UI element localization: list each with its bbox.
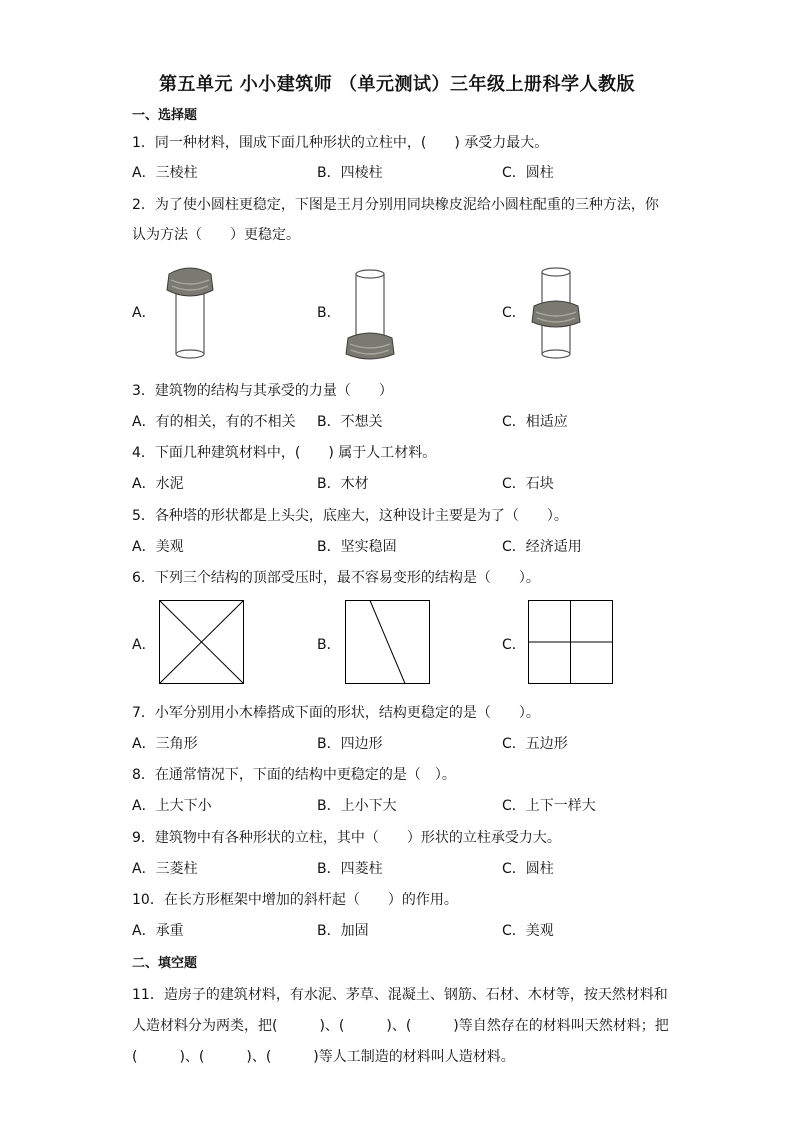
- question-10-option-c[interactable]: C．美观: [502, 923, 554, 939]
- question-7-option-c[interactable]: C．五边形: [502, 736, 568, 752]
- question-10-option-a[interactable]: A．承重: [132, 923, 184, 939]
- question-11-stem-line1: 11．造房子的建筑材料，有水泥、茅草、混凝土、钢筋、石材、木材等，按天然材料和: [132, 987, 668, 1003]
- question-5-option-b[interactable]: B．坚实稳固: [317, 539, 397, 555]
- question-8-option-b[interactable]: B．上小下大: [317, 798, 397, 814]
- question-7-option-b[interactable]: B．四边形: [317, 736, 383, 752]
- question-1-option-b[interactable]: B．四棱柱: [317, 165, 383, 181]
- cylinder-figure-c: [526, 262, 586, 362]
- question-6-figure-label-c[interactable]: C．: [502, 637, 526, 653]
- question-8-option-c[interactable]: C．上下一样大: [502, 798, 596, 814]
- question-5-stem: 5．各种塔的形状都是上头尖，底座大，这种设计主要是为了（ ）。: [132, 508, 568, 524]
- question-8-stem: 8．在通常情况下，下面的结构中更稳定的是（ ）。: [132, 767, 456, 783]
- question-10-stem: 10．在长方形框架中增加的斜杆起（ ）的作用。: [132, 892, 458, 908]
- structure-figure-a-cross-braced: [159, 600, 244, 684]
- question-6-figure-label-b[interactable]: B．: [317, 637, 341, 653]
- question-3-option-c[interactable]: C．相适应: [502, 414, 568, 430]
- question-2-stem-line2: 认为方法（ ）更稳定。: [132, 227, 300, 243]
- question-9-option-c[interactable]: C．圆柱: [502, 861, 554, 877]
- question-1-stem: 1．同一种材料，围成下面几种形状的立柱中，( ) 承受力最大。: [132, 135, 549, 151]
- question-1-option-c[interactable]: C．圆柱: [502, 165, 554, 181]
- cylinder-figure-b: [340, 262, 400, 362]
- question-2-stem-line1: 2．为了使小圆柱更稳定，下图是王月分别用同块橡皮泥给小圆柱配重的三种方法，你: [132, 197, 659, 213]
- question-2-figure-label-c[interactable]: C．: [502, 305, 526, 321]
- question-3-option-a[interactable]: A．有的相关，有的不相关: [132, 414, 296, 430]
- question-4-stem: 4．下面几种建筑材料中，( ) 属于人工材料。: [132, 445, 437, 461]
- question-4-option-c[interactable]: C．石块: [502, 476, 554, 492]
- question-10-option-b[interactable]: B．加固: [317, 923, 369, 939]
- question-9-option-a[interactable]: A．三菱柱: [132, 861, 198, 877]
- question-6-figure-label-a[interactable]: A．: [132, 637, 156, 653]
- page-title: 第五单元 小小建筑师 （单元测试）三年级上册科学人教版: [158, 74, 636, 95]
- question-6-stem: 6．下列三个结构的顶部受压时，最不容易变形的结构是（ ）。: [132, 570, 540, 586]
- structure-figure-b-single-diagonal: [345, 600, 430, 684]
- question-11-stem-line3[interactable]: ( )、( )、( )等人工制造的材料叫人造材料。: [132, 1049, 515, 1065]
- question-2-figure-label-b[interactable]: B．: [317, 305, 341, 321]
- question-2-figure-label-a[interactable]: A．: [132, 305, 156, 321]
- question-9-option-b[interactable]: B．四菱柱: [317, 861, 383, 877]
- question-11-stem-line2[interactable]: 人造材料分为两类，把( )、( )、( )等自然存在的材料叫天然材料；把: [132, 1018, 669, 1034]
- question-4-option-a[interactable]: A．水泥: [132, 476, 184, 492]
- question-9-stem: 9．建筑物中有各种形状的立柱，其中（ ）形状的立柱承受力大。: [132, 830, 561, 846]
- question-5-option-a[interactable]: A．美观: [132, 539, 184, 555]
- section-heading-choice: 一、选择题: [132, 108, 198, 123]
- question-3-option-b[interactable]: B．不想关: [317, 414, 383, 430]
- structure-figure-c-grid: [528, 600, 613, 684]
- cylinder-figure-a: [160, 262, 220, 362]
- question-4-option-b[interactable]: B．木材: [317, 476, 369, 492]
- question-7-option-a[interactable]: A．三角形: [132, 736, 198, 752]
- question-5-option-c[interactable]: C．经济适用: [502, 539, 582, 555]
- question-8-option-a[interactable]: A．上大下小: [132, 798, 212, 814]
- question-1-option-a[interactable]: A．三棱柱: [132, 165, 198, 181]
- question-7-stem: 7．小军分别用小木棒搭成下面的形状，结构更稳定的是（ ）。: [132, 705, 540, 721]
- question-3-stem: 3．建筑物的结构与其承受的力量（ ）: [132, 383, 393, 399]
- section-heading-fill: 二、填空题: [132, 956, 198, 971]
